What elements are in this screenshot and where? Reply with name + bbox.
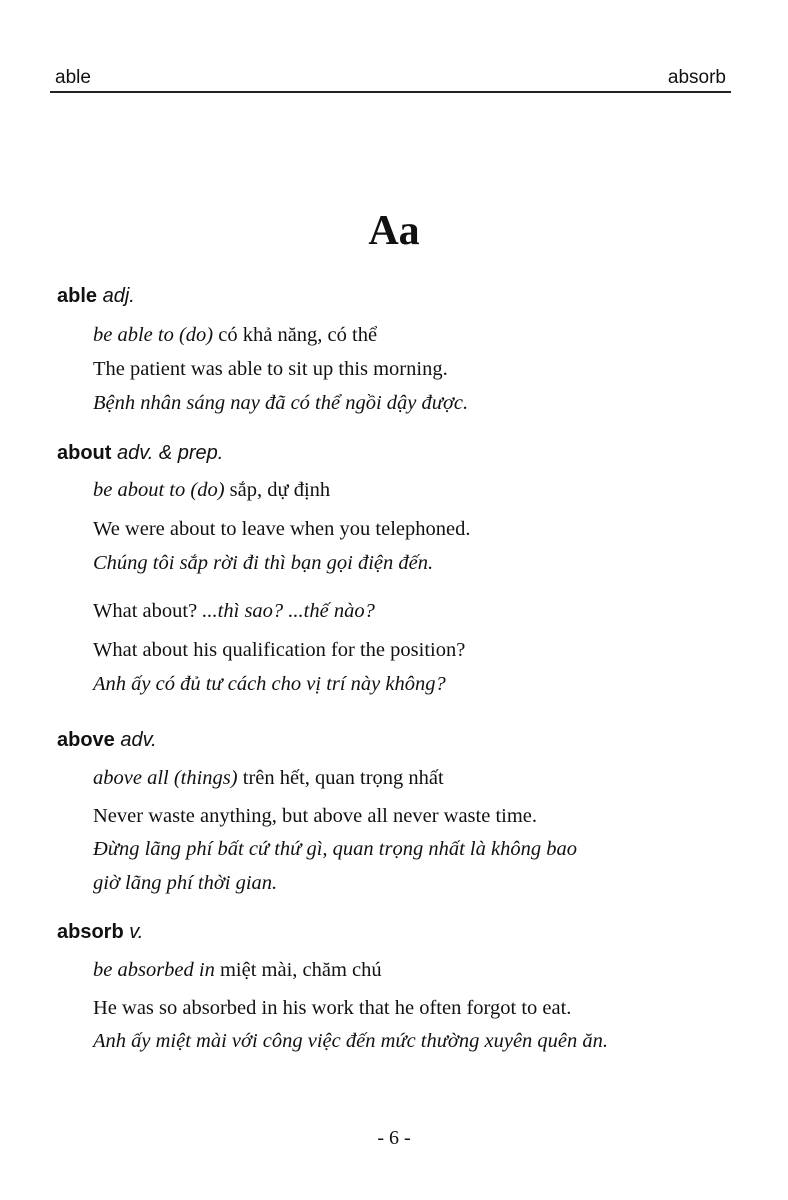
example: The patient was able to sit up this morning. bbox=[93, 358, 448, 380]
translation: Chúng tôi sắp rời đi thì bạn gọi điện đến. bbox=[93, 552, 434, 574]
headword: able bbox=[57, 285, 98, 307]
meaning: trên hết, quan trọng nhất bbox=[237, 767, 444, 789]
section-title: Aa bbox=[368, 208, 420, 254]
headword-absorb bbox=[57, 922, 143, 942]
part-of-speech: adv. bbox=[120, 729, 157, 751]
headword: above bbox=[57, 729, 115, 751]
part-of-speech: v. bbox=[129, 921, 144, 943]
phrase-line bbox=[93, 325, 377, 346]
page-number: - 6 - bbox=[377, 1127, 411, 1149]
headword: about bbox=[57, 442, 112, 464]
translation-continued: giờ lãng phí thời gian. bbox=[93, 872, 278, 894]
phrase: be about to (do) bbox=[93, 479, 225, 501]
phrase: be able to (do) bbox=[93, 324, 214, 346]
translation: Bệnh nhân sáng nay đã có thể ngồi dậy được. bbox=[93, 392, 469, 414]
meaning: ...thì sao? ...thế nào? bbox=[202, 600, 375, 622]
running-head-right: absorb bbox=[667, 67, 726, 88]
example: What about his qualification for the position? bbox=[93, 639, 466, 661]
phrase: What about? bbox=[93, 600, 203, 622]
translation: Đừng lãng phí bất cứ thứ gì, quan trọng nhất là không bao bbox=[93, 838, 577, 860]
meaning: miệt mài, chăm chú bbox=[214, 959, 382, 981]
translation: Anh ấy miệt mài với công việc đến mức thường xuyên quên ăn. bbox=[93, 1030, 609, 1052]
meaning: có khả năng, có thể bbox=[213, 324, 378, 346]
headword-able bbox=[57, 286, 135, 306]
headword-above bbox=[57, 730, 157, 750]
phrase-line bbox=[93, 601, 375, 622]
meaning: sắp, dự định bbox=[224, 479, 331, 501]
example: Never waste anything, but above all never waste time. bbox=[93, 805, 538, 827]
example: He was so absorbed in his work that he often forgot to eat. bbox=[93, 997, 572, 1019]
headword: absorb bbox=[57, 921, 124, 943]
part-of-speech: adj. bbox=[102, 285, 135, 307]
phrase-line bbox=[93, 960, 382, 981]
phrase-line bbox=[93, 768, 444, 789]
part-of-speech: adv. & prep. bbox=[117, 442, 224, 464]
example: We were about to leave when you telephoned. bbox=[93, 518, 471, 540]
phrase: be absorbed in bbox=[93, 959, 215, 981]
headword-about bbox=[57, 443, 223, 463]
header-rule bbox=[50, 91, 731, 93]
translation: Anh ấy có đủ tư cách cho vị trí này không? bbox=[93, 673, 446, 695]
phrase: above all (things) bbox=[93, 767, 238, 789]
phrase-line bbox=[93, 480, 330, 501]
running-head-left: able bbox=[55, 67, 91, 88]
